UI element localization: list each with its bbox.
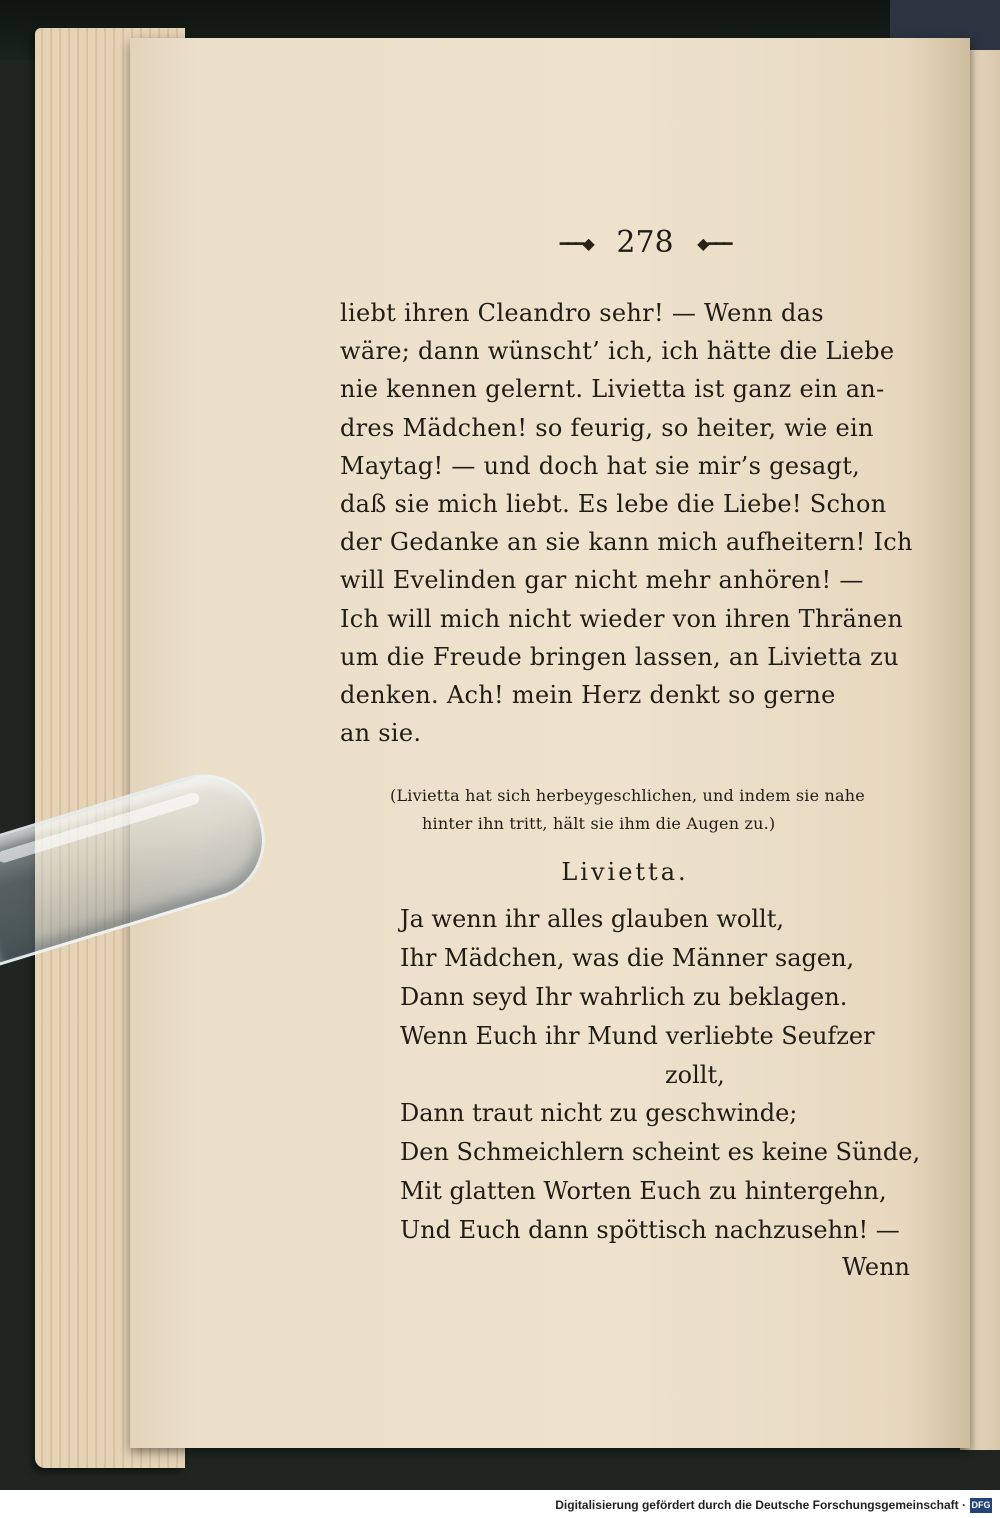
prose-line: dres Mädchen! so feurig, so heiter, wie ein [340, 413, 874, 442]
digitization-credit: Digitalisierung gefördert durch die Deutsche Forschungsgemeinschaft · [555, 1498, 966, 1512]
prose-line: Maytag! — und doch hat sie mir’s gesagt, [340, 451, 861, 480]
verse-line: Den Schmeichlern scheint es keine Sünde, [400, 1138, 921, 1167]
verse-line: Mit glatten Worten Euch zu hintergehn, [400, 1177, 887, 1206]
verse-line: Wenn Euch ihr Mund verliebte Seufzer [400, 1021, 875, 1050]
verse-line: Und Euch dann spöttisch nachzusehn! — [400, 1215, 900, 1244]
prose-line: an sie. [340, 719, 422, 748]
prose-line: liebt ihren Cleandro sehr! — Wenn das [340, 299, 824, 327]
verse-line: Dann seyd Ihr wahrlich zu beklagen. [400, 983, 848, 1012]
verse-line: Ja wenn ihr alles glauben wollt, [400, 905, 784, 934]
prose-line: nie kennen gelernt. Livietta ist ganz ein an- [340, 375, 885, 404]
prose-line: will Evelinden gar nicht mehr anhören! — [340, 566, 864, 595]
verse-line: Ihr Mädchen, was die Männer sagen, [400, 944, 855, 973]
glass-highlight [0, 791, 201, 864]
prose-line: um die Freude bringen lassen, an Livietta zu [340, 642, 899, 671]
prose-line: daß sie mich liebt. Es lebe die Liebe! Schon [340, 490, 887, 519]
verse-line: Dann traut nicht zu geschwinde; [400, 1099, 798, 1128]
prose-line: denken. Ach! mein Herz denkt so gerne [340, 681, 836, 710]
verse-block [340, 900, 921, 1249]
footer-strip [0, 1490, 1000, 1518]
page-content [340, 222, 921, 1284]
catchword: Wenn [842, 1252, 910, 1281]
stage-direction [340, 782, 910, 838]
speaker-name: Livietta. [561, 858, 689, 887]
left-ornament: ━━━◆ [559, 234, 593, 253]
page-header [340, 222, 910, 264]
verse-line-continuation: zollt, [665, 1060, 725, 1089]
dfg-logo: DFG [970, 1498, 992, 1513]
page-number: 278 [616, 225, 674, 260]
prose-line: Ich will mich nicht wieder von ihren Thränen [340, 604, 904, 633]
stage-direction-line: (Livietta hat sich herbeygeschlichen, und indem sie nahe [390, 786, 865, 806]
prose-line: der Gedanke an sie kann mich aufheitern! Ich [340, 528, 913, 557]
prose-paragraph [340, 294, 913, 752]
right-ornament: ◆━━━ [697, 234, 731, 253]
prose-line: wäre; dann wünscht’ ich, ich hätte die Liebe [340, 337, 895, 366]
stage-direction-line: hinter ihn tritt, hält sie ihm die Augen zu.) [422, 814, 776, 834]
